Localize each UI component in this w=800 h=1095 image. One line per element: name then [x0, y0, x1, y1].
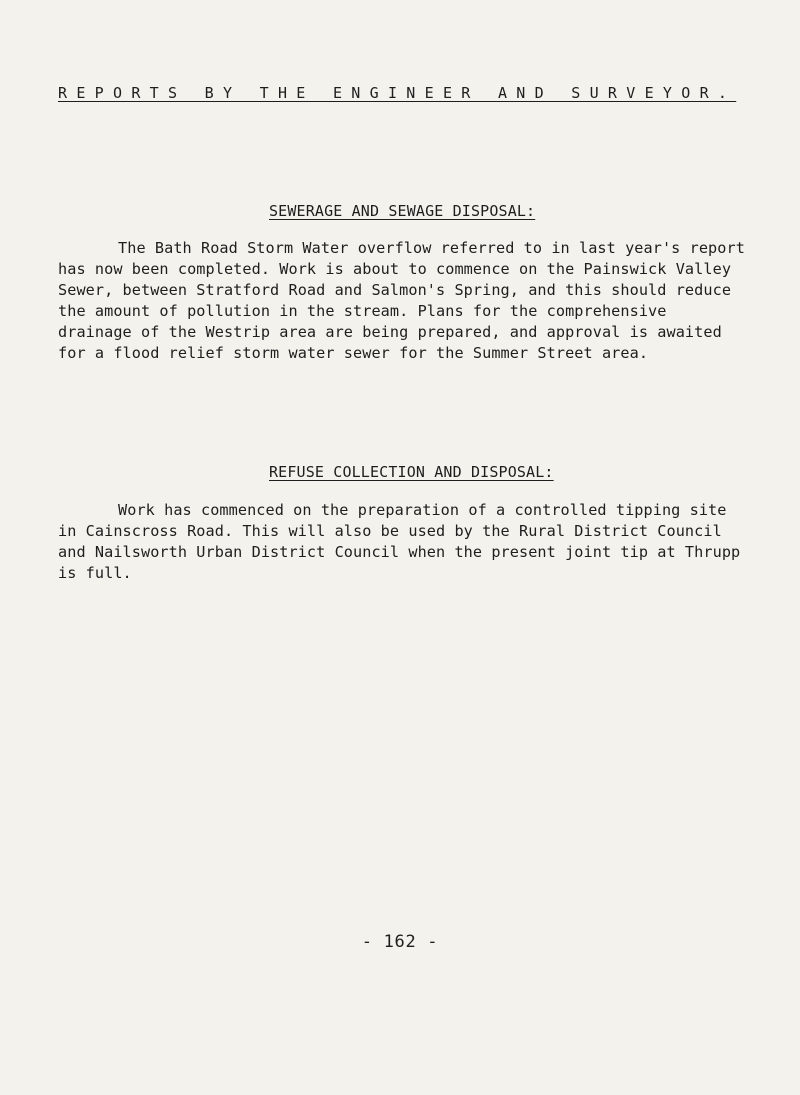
paragraph-sewerage: The Bath Road Storm Water overflow referred to in last year's report has now been completed. Work is about to commence on the Painswick Valley Sewer, between Stratford Road and Salmon's Spring, and this should reduce the amount of pollution in the stream. Plans for the comprehensive drainage of the Westrip area are being prepared, and approval is awaited for a flood relief storm water sewer for the Summer Street area.: [58, 239, 745, 362]
section-heading-sewerage: SEWERAGE AND SEWAGE DISPOSAL:: [269, 202, 536, 220]
paragraph-refuse: Work has commenced on the preparation of a controlled tipping site in Cainscross Road. This will also be used by the Rural District Council and Nailsworth Urban District Council when the present joint tip at Thrupp is full.: [58, 501, 741, 582]
running-head: REPORTS BY THE ENGINEER AND SURVEYOR.: [58, 84, 737, 102]
section-heading-refuse: REFUSE COLLECTION AND DISPOSAL:: [269, 463, 554, 481]
page-number: - 162 -: [361, 932, 439, 952]
